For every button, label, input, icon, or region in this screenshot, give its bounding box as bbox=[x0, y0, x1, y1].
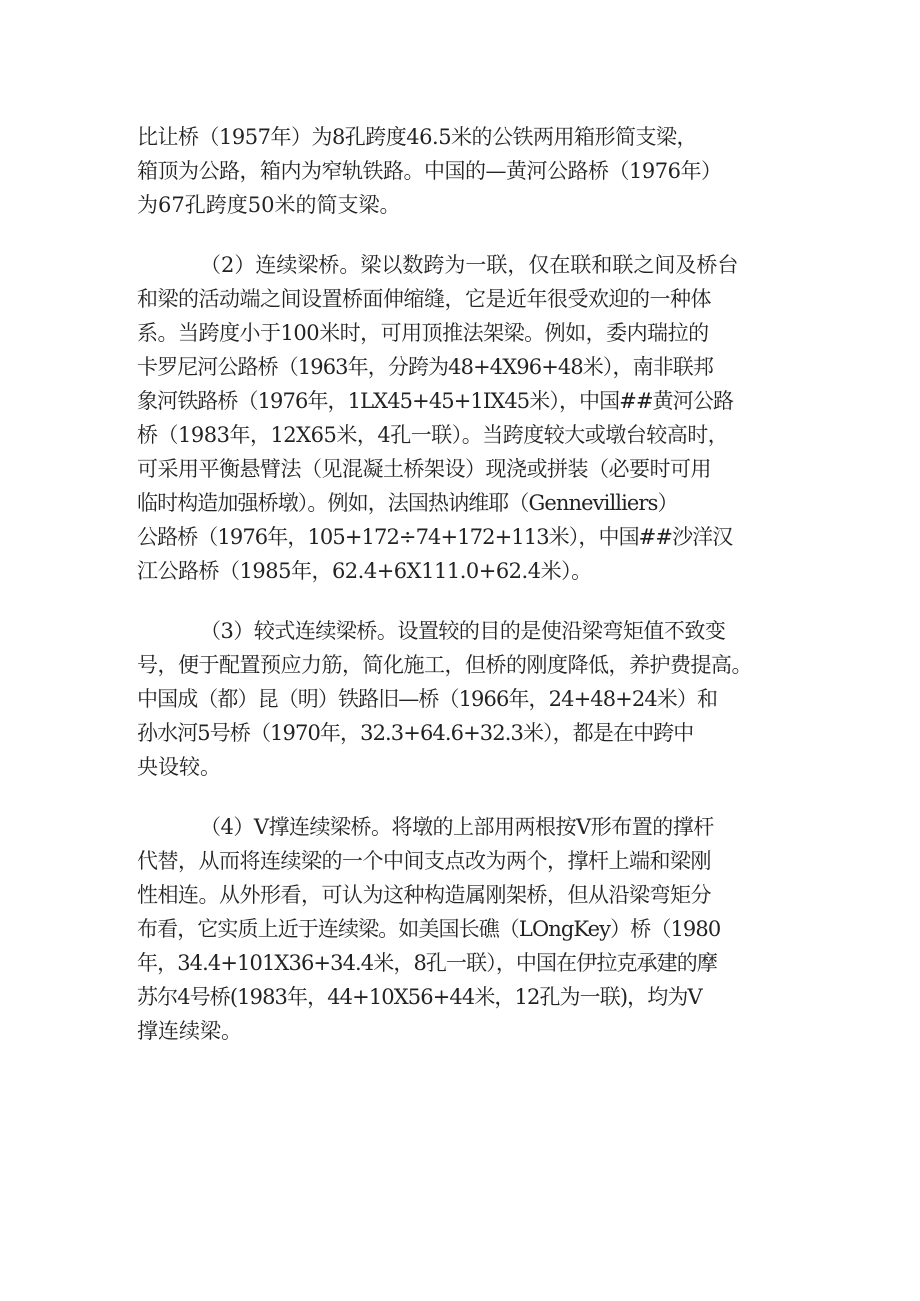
text-line: 可采用平衡悬臂法（见混凝土桥架设）现浇或拼装（必要时可用 bbox=[137, 457, 711, 481]
text-line: 临时构造加强桥墩）。例如，法国热讷维耶（Gennevilliers） bbox=[137, 491, 678, 515]
text-line: 性相连。从外形看，可认为这种构造属刚架桥，但从沿梁弯矩分 bbox=[137, 883, 711, 907]
paragraph-intro-continuation bbox=[137, 120, 787, 222]
paragraph-continuous-beam-bridge bbox=[137, 248, 787, 588]
text-line: （3）较式连续梁桥。设置较的目的是使沿梁弯矩值不致变 bbox=[200, 619, 726, 643]
text-line: 公路桥（1976年，105+172÷74+172+113米），中国##沙洋汉 bbox=[137, 525, 733, 549]
text-line: 年，34.4+101X36+34.4米，8孔一联），中国在伊拉克承建的摩 bbox=[137, 951, 717, 975]
text-line: 比让桥（1957年）为8孔跨度46.5米的公铁两用箱形简支梁， bbox=[137, 125, 698, 149]
text-line: 央设较。 bbox=[137, 755, 221, 779]
paragraph-hinged-continuous-beam-bridge bbox=[137, 614, 787, 784]
paragraph-v-strut-continuous-beam-bridge bbox=[137, 810, 787, 1048]
text-line: 为67孔跨度50米的简支梁。 bbox=[137, 193, 401, 217]
text-line: 箱顶为公路，箱内为窄轨铁路。中国的—黄河公路桥（1976年） bbox=[137, 159, 722, 183]
text-line: （4）V撑连续梁桥。将墩的上部用两根按V形布置的撑杆 bbox=[200, 815, 714, 839]
text-line: 号，便于配置预应力筋，简化施工，但桥的刚度降低，养护费提高。 bbox=[137, 653, 752, 677]
text-line: 系。当跨度小于100米时，可用顶推法架梁。例如，委内瑞拉的 bbox=[137, 321, 709, 345]
text-line: 孙水河5号桥（1970年，32.3+64.6+32.3米），都是在中跨中 bbox=[137, 721, 694, 745]
text-line: 中国成（都）昆（明）铁路旧—桥（1966年，24+48+24米）和 bbox=[137, 687, 718, 711]
text-line: （2）连续梁桥。梁以数跨为一联，仅在联和联之间及桥台 bbox=[200, 253, 739, 277]
text-line: 代替，从而将连续梁的一个中间支点改为两个，撑杆上端和梁刚 bbox=[137, 849, 711, 873]
text-line: 象河铁路桥（1976年，1LX45+45+1IX45米），中国##黄河公路 bbox=[137, 389, 734, 413]
document-body bbox=[137, 120, 787, 1074]
text-line: 桥（1983年，12X65米，4孔一联）。当跨度较大或墩台较高时， bbox=[137, 423, 729, 447]
text-line: 苏尔4号桥(1983年，44+10X56+44米，12孔为一联)，均为V bbox=[137, 985, 702, 1009]
text-line: 江公路桥（1985年，62.4+6X111.0+62.4米）。 bbox=[137, 559, 592, 583]
text-line: 布看，它实质上近于连续梁。如美国长礁（LOngKey）桥（1980 bbox=[137, 917, 721, 941]
text-line: 卡罗尼河公路桥（1963年，分跨为48+4X96+48米），南非联邦 bbox=[137, 355, 714, 379]
text-line: 撑连续梁。 bbox=[137, 1019, 242, 1043]
text-line: 和梁的活动端之间设置桥面伸缩缝，它是近年很受欢迎的一种体 bbox=[137, 287, 711, 311]
